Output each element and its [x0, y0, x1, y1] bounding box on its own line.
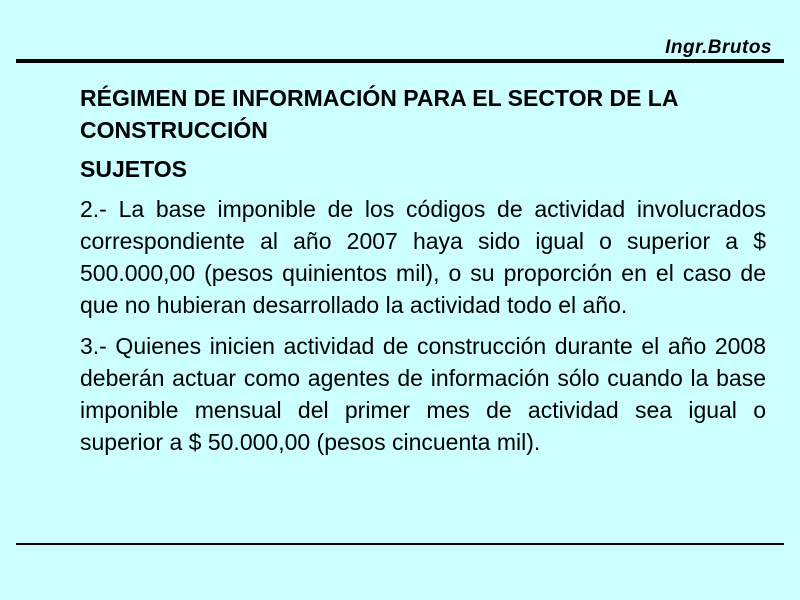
header-author-label: Ingr.Brutos [665, 37, 772, 58]
paragraph-item-2: 2.- La base imponible de los códigos de actividad involucrados correspondiente al año 2007 haya sido igual o superior a $ 500.000,00 (pesos quinientos mil), o su proporción en el caso de que no hubieran desarrollado la actividad todo el año. [80, 196, 766, 318]
slide-content [80, 82, 766, 467]
top-divider [16, 59, 784, 63]
slide-title: RÉGIMEN DE INFORMACIÓN PARA EL SECTOR DE LA CONSTRUCCIÓN [80, 85, 678, 143]
paragraph-item-3: 3.- Quienes inicien actividad de construcción durante el año 2008 deberán actuar como agentes de información sólo cuando la base imponible mensual del primer mes de actividad sea igual o superior a $ 50.000,00 (pesos cincuenta mil). [80, 333, 766, 455]
section-heading: SUJETOS [80, 156, 187, 182]
bottom-divider [16, 543, 784, 545]
